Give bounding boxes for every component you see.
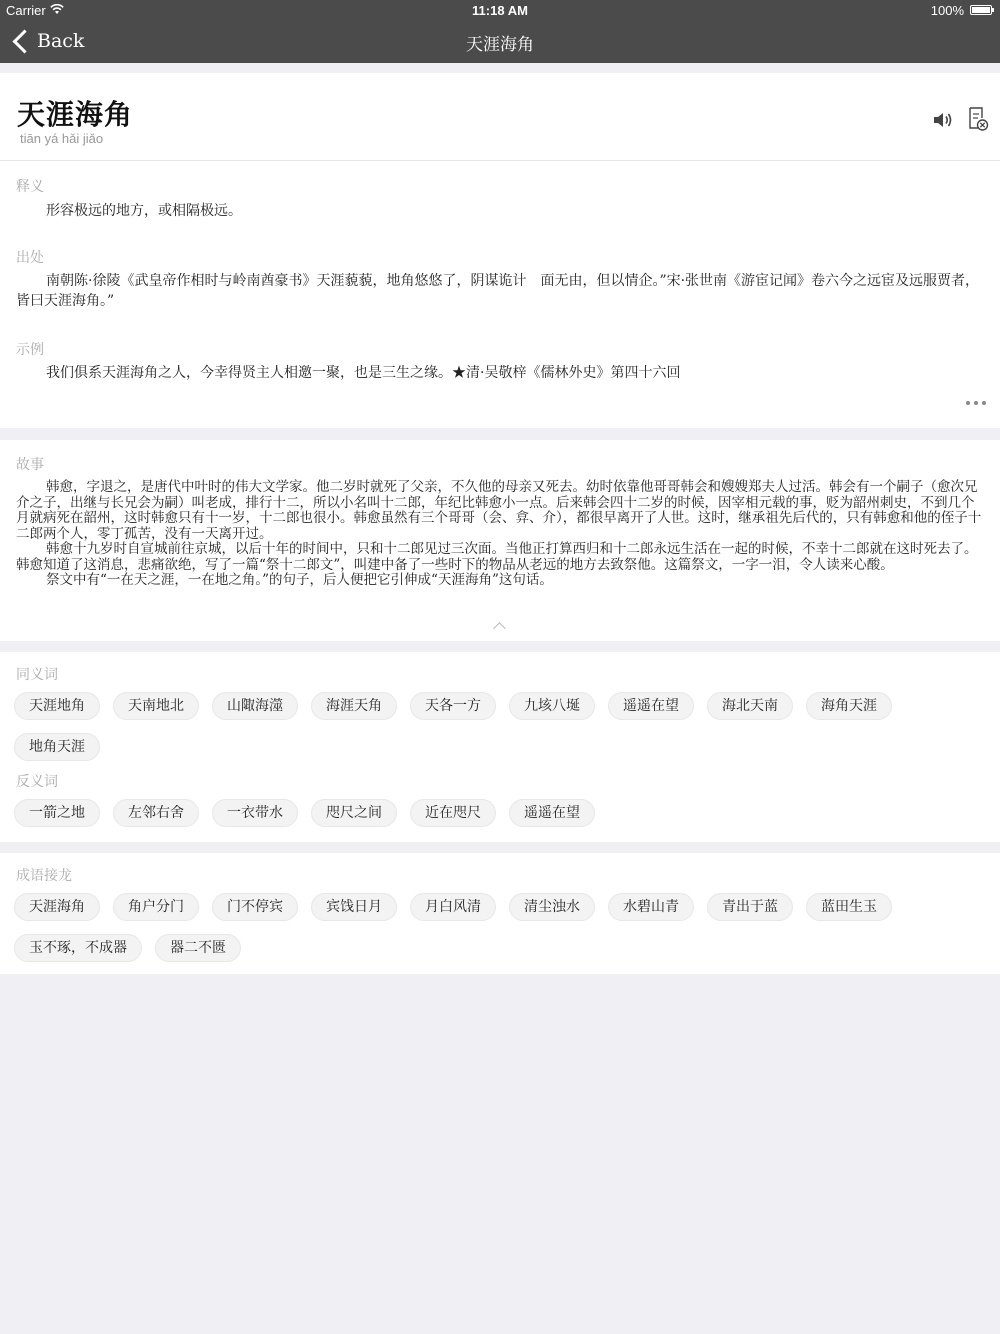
idiom-pinyin: tiān yá hǎi jiǎo — [20, 131, 104, 146]
synonyms-label: 同义词 — [16, 667, 58, 683]
chain-tag[interactable]: 角户分门 — [113, 893, 199, 921]
example-label: 示例 — [16, 342, 44, 358]
synonym-tag[interactable]: 地角天涯 — [14, 733, 100, 761]
synonym-tag[interactable]: 九垓八埏 — [509, 692, 595, 720]
antonym-tag[interactable]: 近在咫尺 — [410, 799, 496, 827]
chain-tag[interactable]: 青出于蓝 — [707, 893, 793, 921]
chain-tag[interactable]: 器二不匮 — [155, 934, 241, 962]
chain-label: 成语接龙 — [16, 868, 72, 884]
synonym-tag[interactable]: 海角天涯 — [806, 692, 892, 720]
chain-tag[interactable]: 清尘浊水 — [509, 893, 595, 921]
chain-tag[interactable]: 门不停宾 — [212, 893, 298, 921]
story-paragraph: 韩愈十九岁时自宣城前往京城，以后十年的时间中，只和十二郎见过三次面。当他正打算西归和十二郎永远生活在一起的时候，不幸十二郎就在这时死去了。韩愈知道了这消息，悲痛欲绝，写了一篇“祭十二郎文”，叫建中备了一些时下的物品从老远的地方去致祭他。这篇祭文，一字一泪，令人读来心酸。 — [16, 541, 978, 573]
synonym-tag[interactable]: 天各一方 — [410, 692, 496, 720]
chain-list — [14, 893, 994, 975]
chain-tag[interactable]: 天涯海角 — [14, 893, 100, 921]
synonym-tag[interactable]: 海涯天角 — [311, 692, 397, 720]
synonym-tag[interactable]: 遥遥在望 — [608, 692, 694, 720]
example-text: 我们俱系天涯海角之人，今幸得贤主人相邀一聚，也是三生之缘。★清·吴敬梓《儒林外史》第四十六回 — [46, 365, 681, 381]
idiom-header — [0, 73, 1000, 161]
story-paragraph: 韩愈，字退之，是唐代中叶时的伟大文学家。他二岁时就死了父亲，不久他的母亲又死去。幼时依靠他哥哥韩会和嫂嫂郑夫人过活。韩会有一个嗣子（愈次兄介之子，出继与长兄会为嗣）叫老成，排行十二，所以小名叫十二郎，年纪比韩愈小一点。后来韩会四十二岁的时候，因宰相元载的事，贬为韶州刺史，不到几个月就病死在韶州，这时韩愈只有十一岁，十二郎也很小。韩愈虽然有三个哥哥（会、弇、介），都很早离开了人世。这时，继承祖先后代的，只有韩愈和他的侄子十二郎两个人，零丁孤苦，没有一天离开过。 — [16, 479, 982, 542]
antonym-tag[interactable]: 遥遥在望 — [509, 799, 595, 827]
chain-tag[interactable]: 月白风清 — [410, 893, 496, 921]
idiom-chain-card — [0, 853, 1000, 974]
antonym-tag[interactable]: 一箭之地 — [14, 799, 100, 827]
antonym-tag[interactable]: 咫尺之间 — [311, 799, 397, 827]
back-label: Back — [37, 30, 85, 52]
battery-icon — [970, 5, 992, 15]
chain-tag[interactable]: 宾饯日月 — [311, 893, 397, 921]
synonym-tag[interactable]: 天南地北 — [113, 692, 199, 720]
status-bar — [0, 0, 1000, 20]
carrier-label: Carrier — [6, 3, 46, 18]
antonym-tag[interactable]: 一衣带水 — [212, 799, 298, 827]
story-label: 故事 — [16, 457, 44, 473]
source-text: 南朝陈·徐陵《武皇帝作相时与岭南酋豪书》天涯藐藐，地角悠悠了，阴谋诡计 面无由，但以情企。”宋·张世南《游宦记闻》卷六今之远宦及远服贾者，皆曰天涯海角。” — [16, 273, 980, 309]
antonym-tag[interactable]: 左邻右舍 — [113, 799, 199, 827]
nav-title: 天涯海角 — [466, 35, 534, 55]
chain-tag[interactable]: 水碧山青 — [608, 893, 694, 921]
definition-label: 释义 — [16, 179, 44, 195]
more-icon[interactable] — [966, 401, 986, 407]
synonym-antonym-card — [0, 652, 1000, 842]
story-paragraph: 祭文中有“一在天之涯，一在地之角。”的句子，后人便把它引伸成“天涯海角”这句话。 — [46, 572, 553, 588]
chain-tag[interactable]: 玉不琢，不成器 — [14, 934, 142, 962]
definition-text: 形容极远的地方，或相隔极远。 — [46, 203, 242, 219]
chain-tag[interactable]: 蓝田生玉 — [806, 893, 892, 921]
clock: 11:18 AM — [472, 3, 528, 18]
navigation-bar — [0, 20, 1000, 63]
chevron-up-icon[interactable] — [492, 620, 508, 630]
synonym-tag[interactable]: 海北天南 — [707, 692, 793, 720]
definition-card — [0, 161, 1000, 428]
story-card — [0, 440, 1000, 641]
source-label: 出处 — [16, 250, 44, 266]
battery-percent: 100% — [930, 3, 964, 18]
antonyms-list — [14, 799, 994, 840]
synonyms-list — [14, 692, 994, 774]
speaker-icon[interactable] — [932, 110, 954, 130]
idiom-title: 天涯海角 — [17, 98, 134, 131]
story-text — [16, 480, 984, 589]
top-bar — [0, 0, 1000, 63]
synonym-tag[interactable]: 天涯地角 — [14, 692, 100, 720]
bookmark-remove-icon[interactable] — [967, 106, 989, 132]
antonyms-label: 反义词 — [16, 774, 58, 790]
synonym-tag[interactable]: 山陬海澨 — [212, 692, 298, 720]
